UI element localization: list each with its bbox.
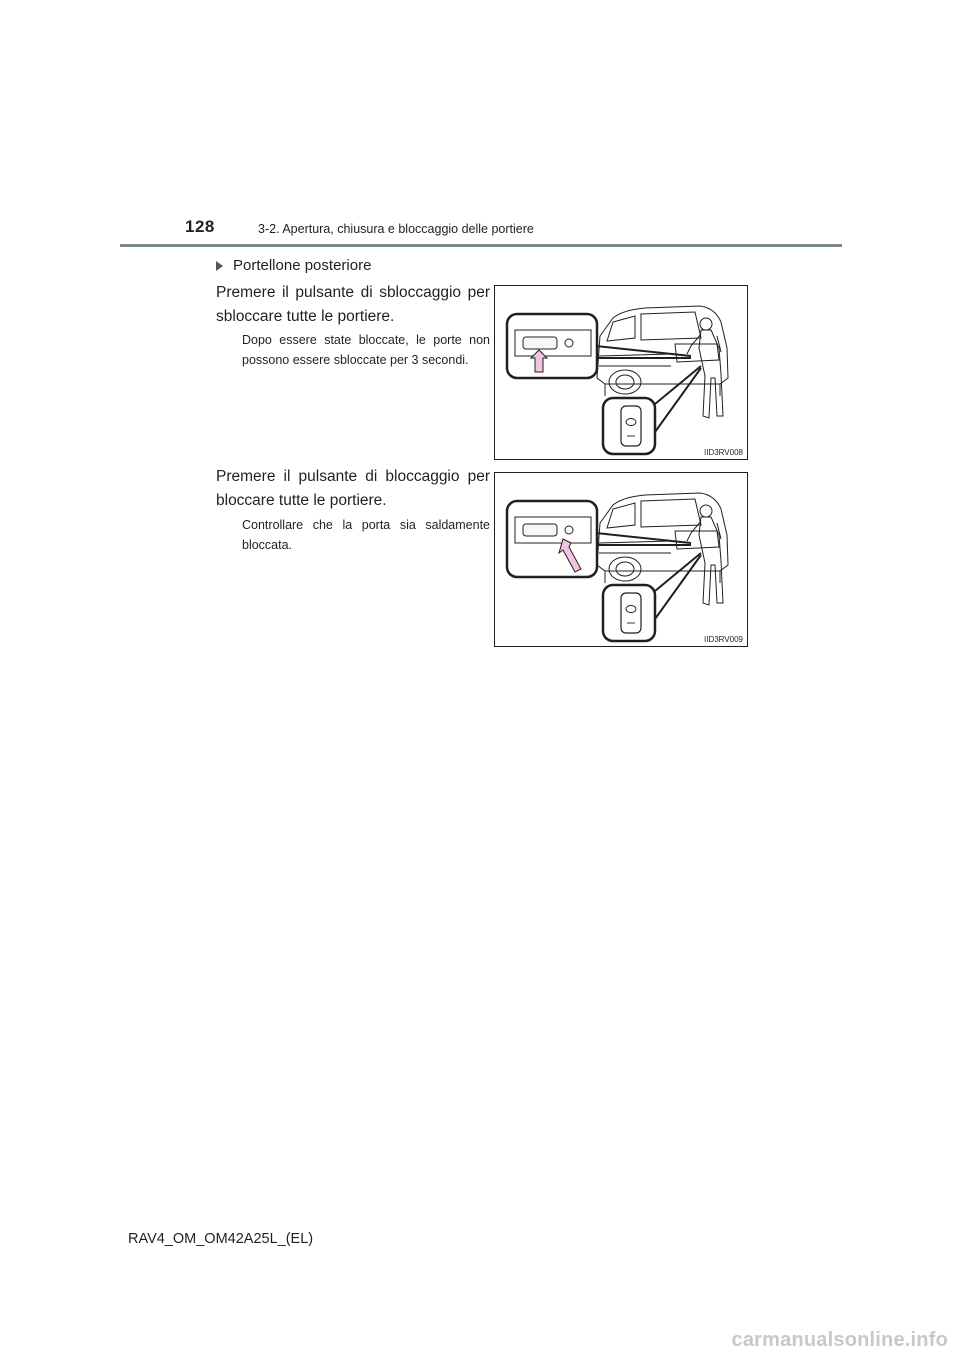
tailgate-lock-illustration [495, 473, 747, 646]
figure-unlock [494, 285, 748, 460]
triangle-bullet-icon [216, 261, 223, 271]
step-2-text: Premere il pulsante di bloccaggio per bloccare tutte le portiere. [216, 468, 490, 509]
header-rule [120, 244, 842, 247]
manual-code: RAV4_OM_OM42A25L_(EL) [128, 1231, 314, 1247]
figure-lock [494, 472, 748, 647]
tailgate-unlock-illustration [495, 286, 747, 459]
step-1-text: Premere il pulsante di sbloccaggio per sbloccare tutte le portiere. [216, 284, 490, 325]
page-number: 128 [185, 217, 215, 236]
figure-code: IID3RV008 [704, 448, 743, 457]
section-title: 3-2. Apertura, chiusura e bloccaggio delle portiere [258, 222, 534, 236]
step-2-note: Controllare che la porta sia saldamente bloccata. [242, 518, 490, 552]
subheading-label: Portellone posteriore [233, 257, 372, 274]
figure-code: IID3RV009 [704, 635, 743, 644]
subheading [216, 257, 371, 274]
watermark: carmanualsonline.info [731, 1329, 948, 1351]
step-1-note: Dopo essere state bloccate, le porte non possono essere sbloccate per 3 secondi. [242, 333, 490, 367]
